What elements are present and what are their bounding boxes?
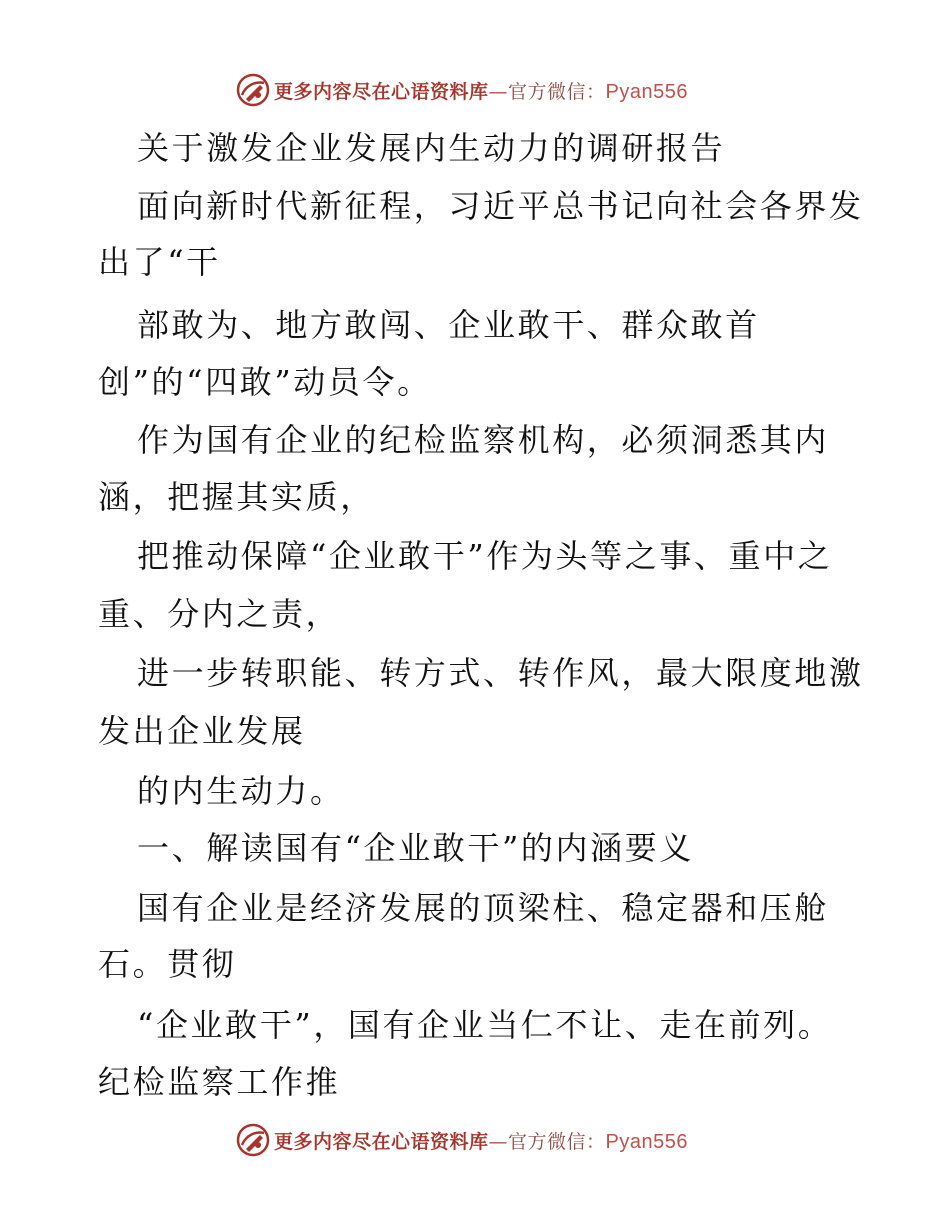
- pen-logo-icon: [236, 1123, 270, 1157]
- banner-main-text: 更多内容尽在心语资料库: [274, 1130, 489, 1153]
- banner-separator: —: [488, 1130, 509, 1153]
- text-line: 把推动保障“企业敢干”作为头等之事、重中之: [137, 537, 833, 575]
- text-line: 重、分内之责，: [98, 595, 341, 633]
- text-line: 部敢为、地方敢闯、企业敢干、群众敢首: [137, 306, 760, 344]
- pen-logo-icon: [236, 73, 270, 107]
- doc-title: 关于激发企业发展内生动力的调研报告: [137, 129, 726, 167]
- banner-wechat-label: 官方微信：: [508, 1130, 606, 1153]
- section-heading: 一、解读国有“企业敢干”的内涵要义: [137, 829, 694, 867]
- banner-text: [274, 77, 688, 104]
- text-line: 作为国有企业的纪检监察机构，必须洞悉其内: [137, 421, 830, 459]
- banner-text: [274, 1127, 688, 1154]
- text-line: 面向新时代新征程，习近平总书记向社会各界发: [137, 187, 864, 225]
- text-line: 涵，把握其实质，: [98, 478, 375, 516]
- banner-wechat-id: Pyan556: [605, 1130, 688, 1153]
- banner-main-text: 更多内容尽在心语资料库: [274, 80, 489, 103]
- text-line: 的内生动力。: [137, 772, 345, 810]
- banner-wechat-id: Pyan556: [605, 80, 688, 103]
- text-line: 石。贯彻: [98, 945, 237, 983]
- text-line: 国有企业是经济发展的顶梁柱、稳定器和压舱: [137, 889, 830, 927]
- text-line: “企业敢干”，国有企业当仁不让、走在前列。: [137, 1006, 833, 1044]
- footer-banner: [236, 1122, 688, 1158]
- text-line: 进一步转职能、转方式、转作风，最大限度地激: [137, 654, 864, 692]
- text-line: 纪检监察工作推: [98, 1063, 341, 1101]
- banner-wechat-label: 官方微信：: [508, 80, 606, 103]
- banner-separator: —: [488, 80, 509, 103]
- header-banner: [236, 72, 688, 108]
- text-line: 发出企业发展: [98, 712, 306, 750]
- text-line: 出了“干: [98, 243, 221, 281]
- text-line: 创”的“四敢”动员令。: [98, 363, 432, 401]
